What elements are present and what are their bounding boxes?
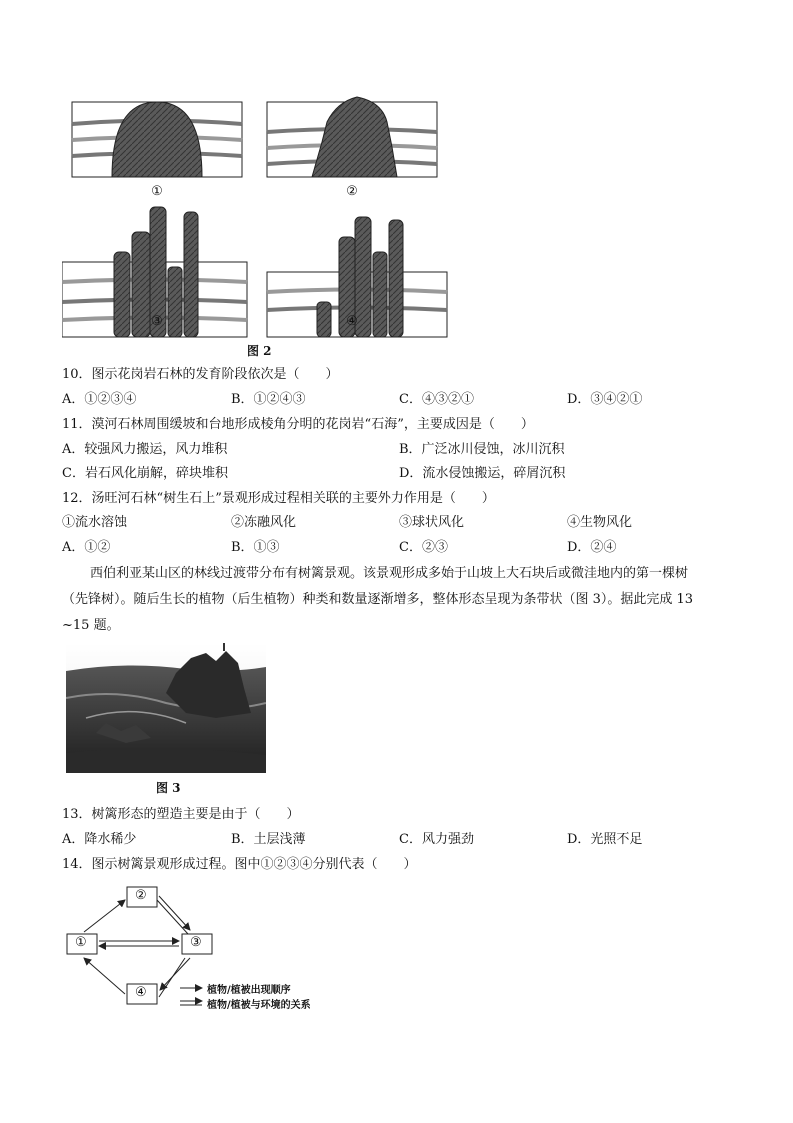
q11-option-a: A．较强风力搬运，风力堆积 — [62, 442, 228, 457]
q12-option-a: A．①② — [62, 540, 111, 555]
box-4-label: ④ — [135, 985, 147, 1000]
figure-3-photo — [66, 643, 266, 773]
figure-3-caption: 图 3 — [156, 781, 181, 795]
q11-option-c: C．岩石风化崩解，碎块堆积 — [62, 466, 228, 481]
legend-sequence: 植物/植被出现顺序 — [207, 985, 291, 996]
q11-option-d: D．流水侵蚀搬运，碎屑沉积 — [399, 466, 566, 481]
panel-2 — [267, 97, 437, 177]
q13-option-b: B．土层浅薄 — [231, 832, 306, 847]
figure-2 — [62, 92, 452, 360]
figure-q14-diagram — [62, 882, 332, 1017]
q10-option-c: C．④③②① — [399, 392, 474, 407]
q13-option-d: D．光照不足 — [567, 832, 643, 847]
q13-option-a: A．降水稀少 — [62, 832, 137, 847]
box-1-label: ① — [75, 935, 87, 950]
box-3-label: ③ — [190, 935, 202, 950]
q11-option-b: B．广泛冰川侵蚀，冰川沉积 — [399, 442, 565, 457]
panel-1 — [72, 102, 242, 177]
box-2-label: ② — [135, 888, 147, 903]
q13-option-c: C．风力强劲 — [399, 832, 474, 847]
q12-item-2: ②冻融风化 — [231, 515, 297, 530]
q12-item-1: ①流水溶蚀 — [62, 515, 128, 530]
q10-option-b: B．①②④③ — [231, 392, 306, 407]
q10-option-a: A．①②③④ — [62, 392, 137, 407]
intro-line-3: ~15 题。 — [62, 618, 120, 633]
panel-3-label: ③ — [151, 314, 163, 329]
q10-stem: 10．图示花岗岩石林的发育阶段依次是（ ） — [62, 367, 339, 382]
q12-option-b: B．①③ — [231, 540, 280, 555]
q12-option-c: C．②③ — [399, 540, 448, 555]
figure-2-caption: 图 2 — [247, 344, 272, 358]
panel-4-label: ④ — [346, 314, 358, 329]
panel-1-label: ① — [151, 184, 163, 199]
figure-2-diagram — [62, 92, 452, 360]
q10-option-d: D．③④②① — [567, 392, 643, 407]
q12-item-3: ③球状风化 — [399, 515, 465, 530]
legend-relation: 植物/植被与环境的关系 — [207, 1000, 311, 1011]
q12-stem: 12．汤旺河石林“树生石上”景观形成过程相关联的主要外力作用是（ ） — [62, 491, 495, 506]
q13-stem: 13．树篱形态的塑造主要是由于（ ） — [62, 807, 300, 822]
intro-line-2: （先锋树）。随后生长的植物（后生植物）种类和数量逐渐增多，整体形态呈现为条带状（图 3）。据此完成 13 — [62, 592, 694, 607]
q14-stem: 14．图示树篱景观形成过程。图中①②③④分别代表（ ） — [62, 857, 417, 872]
q11-stem: 11．漠河石林周围缓坡和台地形成棱角分明的花岗岩“石海”，主要成因是（ ） — [62, 417, 534, 432]
q12-item-4: ④生物风化 — [567, 515, 633, 530]
intro-line-1: 西伯利亚某山区的林线过渡带分布有树篱景观。该景观形成多始于山坡上大石块后或微洼地内的第一棵树 — [90, 566, 689, 581]
panel-2-label: ② — [346, 184, 358, 199]
q12-option-d: D．②④ — [567, 540, 617, 555]
